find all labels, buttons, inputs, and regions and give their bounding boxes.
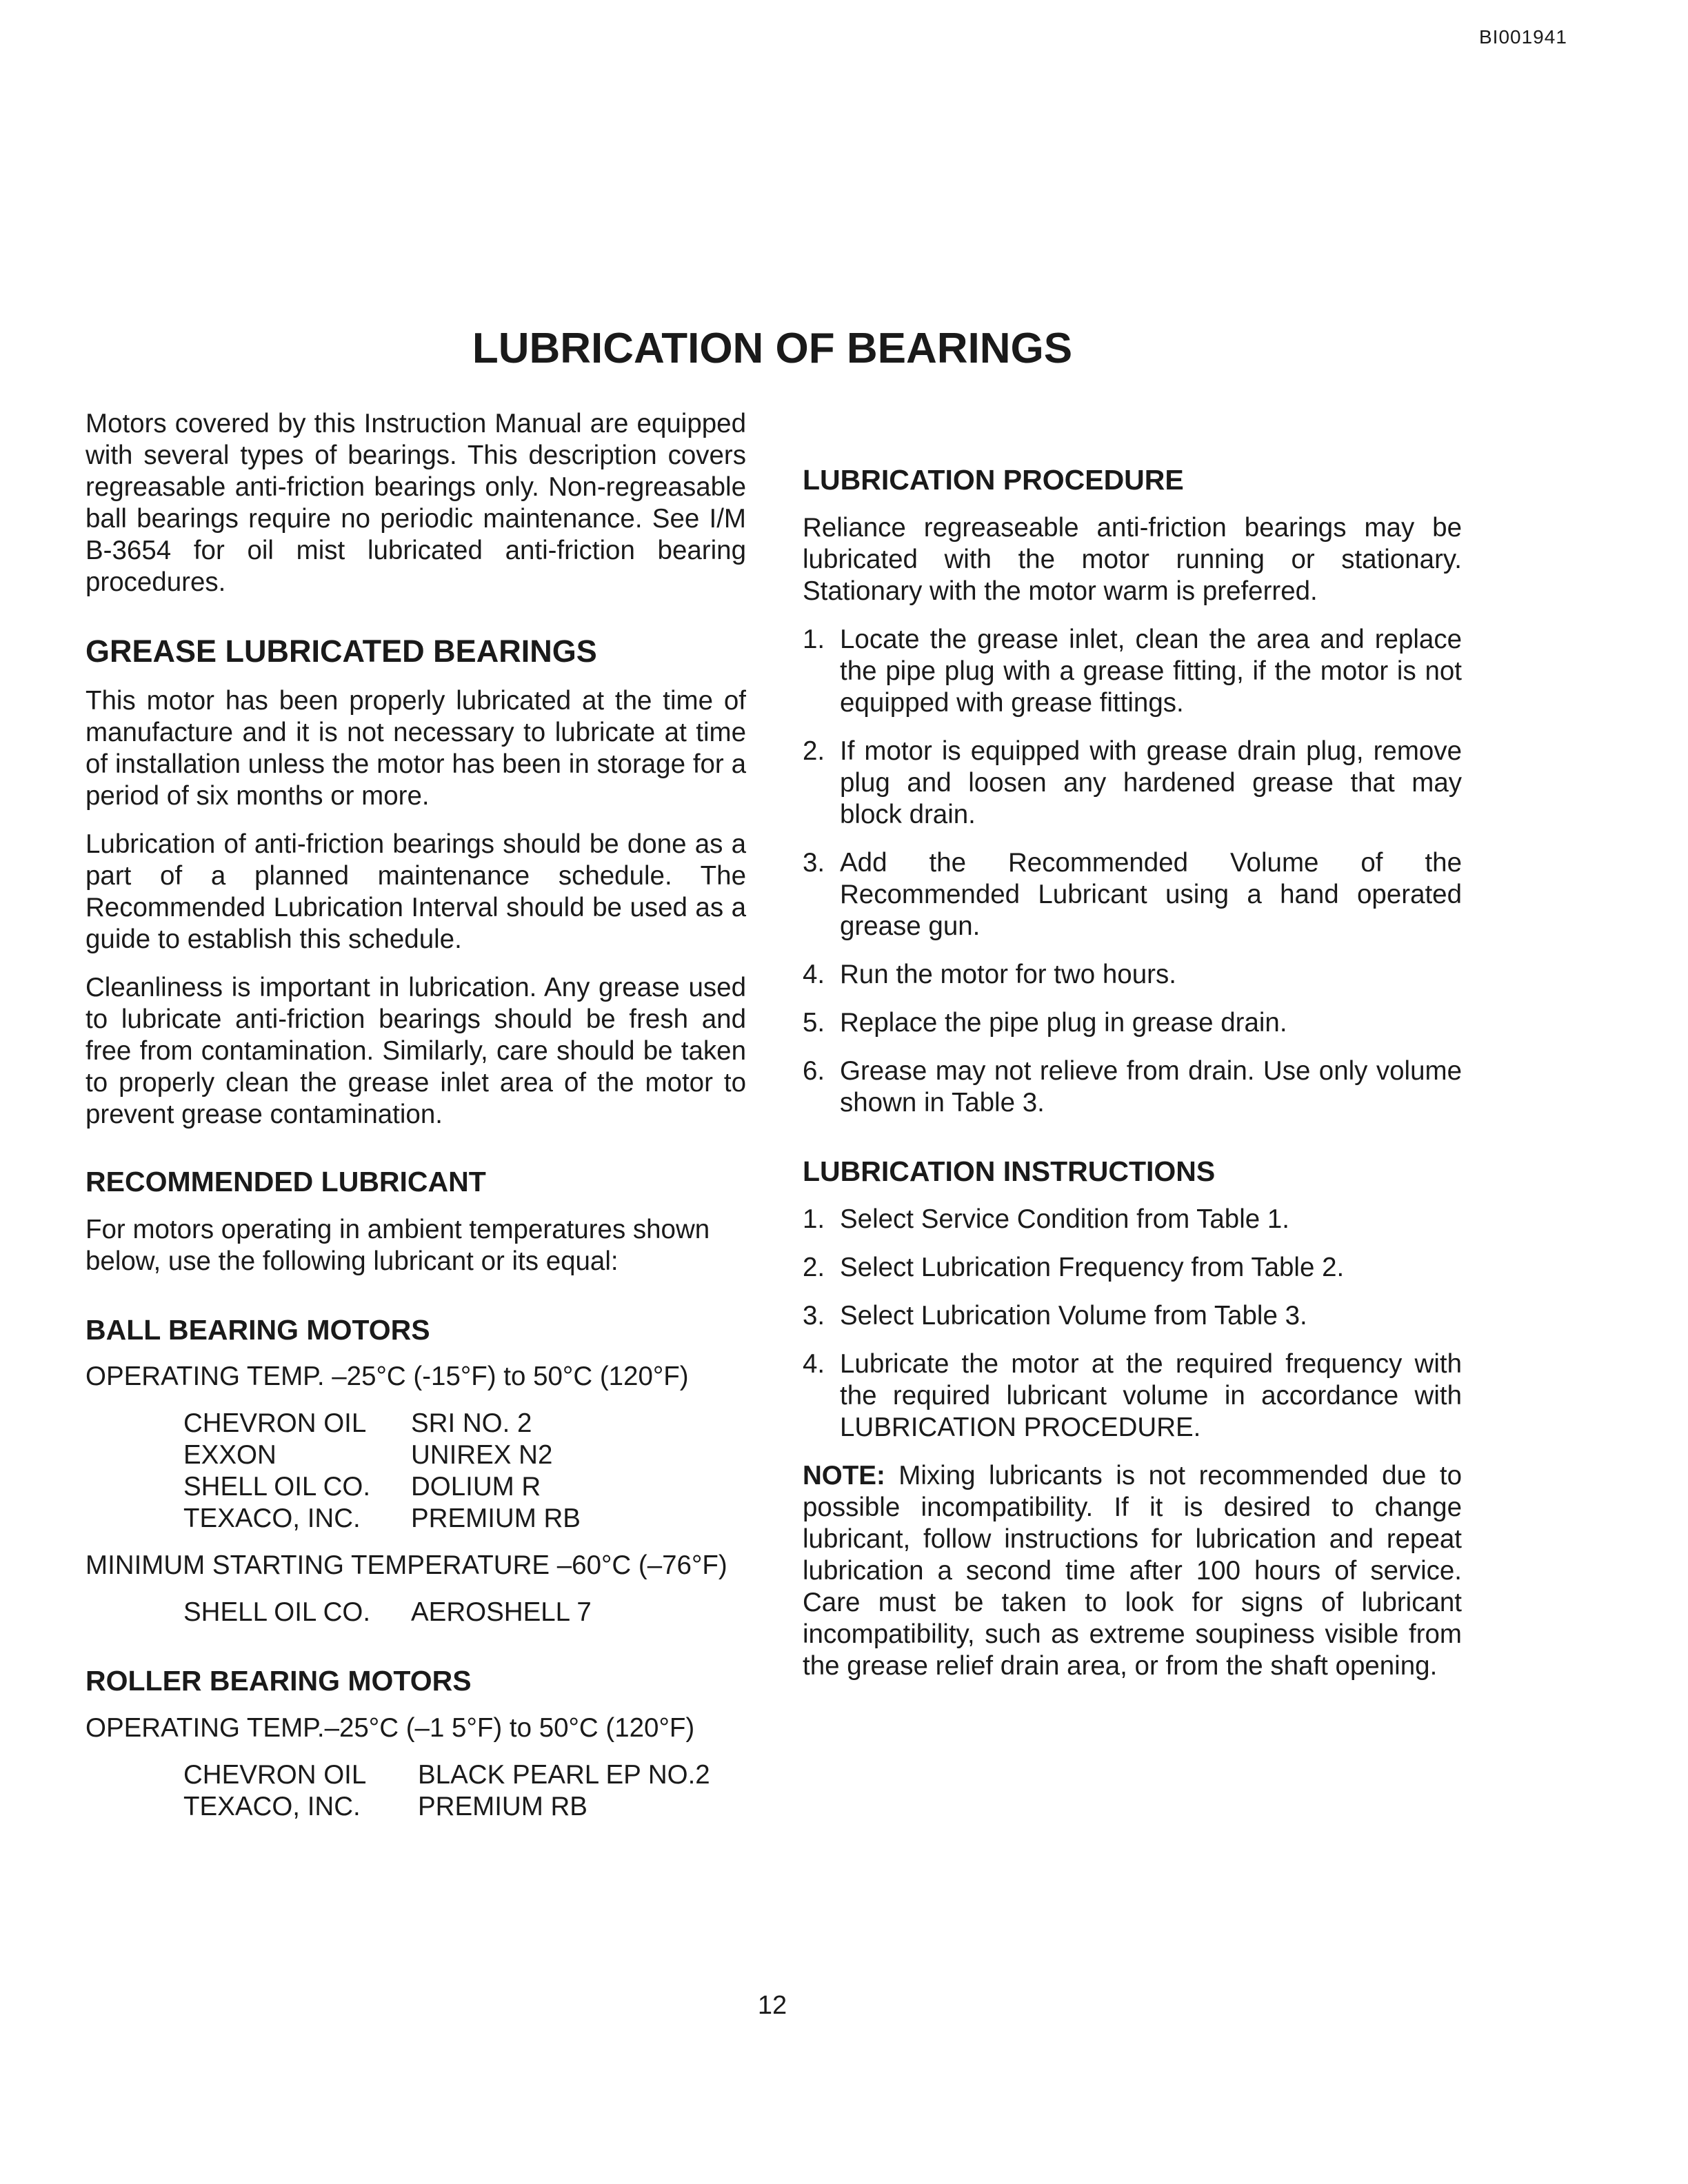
product-company: CHEVRON OIL bbox=[183, 1408, 367, 1439]
step-number: 6. bbox=[803, 1056, 825, 1086]
product-name: PREMIUM RB bbox=[418, 1791, 587, 1821]
product-company: CHEVRON OIL bbox=[183, 1759, 367, 1790]
grease-paragraph-3: Cleanliness is important in lubrication. Any grease used to lubricate anti-friction bearings should be fresh and free from contamination. Similarly, care should be taken to properly clean the grease inlet area of the motor to prevent grease contamination. bbox=[86, 973, 746, 1129]
list-item bbox=[803, 1204, 1462, 1235]
step-text: Grease may not relieve from drain. Use only volume shown in Table 3. bbox=[840, 1056, 1462, 1118]
min-temp-products-table bbox=[183, 1597, 746, 1628]
list-item bbox=[803, 847, 1462, 942]
list-item bbox=[803, 1348, 1462, 1444]
step-text: Add the Recommended Volume of the Recommended Lubricant using a hand operated grease gun. bbox=[840, 848, 1462, 942]
step-number: 4. bbox=[803, 1349, 825, 1379]
roller-operating-temp: OPERATING TEMP.–25°C (–1 5°F) to 50°C (120°F) bbox=[86, 1712, 695, 1743]
list-item bbox=[803, 736, 1462, 831]
step-text: Select Lubrication Volume from Table 3. bbox=[840, 1301, 1307, 1331]
product-name: PREMIUM RB bbox=[411, 1504, 581, 1534]
step-text: Run the motor for two hours. bbox=[840, 960, 1176, 990]
product-company: EXXON bbox=[183, 1440, 277, 1470]
ball-bearing-motors-heading: BALL BEARING MOTORS bbox=[86, 1314, 430, 1346]
step-text: Locate the grease inlet, clean the area and replace the pipe plug with a grease fitting, if the motor is not equipped with grease fittings. bbox=[840, 625, 1462, 718]
product-name: DOLIUM R bbox=[411, 1472, 541, 1502]
left-column bbox=[86, 408, 746, 1823]
product-name: UNIREX N2 bbox=[411, 1440, 553, 1470]
step-number: 2. bbox=[803, 1253, 825, 1283]
list-item bbox=[803, 1252, 1462, 1284]
step-number: 3. bbox=[803, 1301, 825, 1331]
page-title: LUBRICATION OF BEARINGS bbox=[472, 325, 1073, 372]
recommended-lubricant-heading: RECOMMENDED LUBRICANT bbox=[86, 1166, 486, 1197]
step-text: Lubricate the motor at the required frequency with the required lubricant volume in accordance with LUBRICATION PROCEDURE. bbox=[840, 1349, 1462, 1443]
list-item bbox=[803, 1300, 1462, 1332]
document-id: BI001941 bbox=[1479, 26, 1567, 48]
lubrication-procedure-heading: LUBRICATION PROCEDURE bbox=[803, 464, 1184, 496]
product-name: SRI NO. 2 bbox=[411, 1408, 532, 1439]
roller-products-table bbox=[183, 1759, 746, 1823]
step-number: 2. bbox=[803, 736, 825, 767]
product-company: SHELL OIL CO. bbox=[183, 1597, 371, 1628]
grease-paragraph-2: Lubrication of anti-friction bearings should be done as a part of a planned maintenance schedule. The Recommended Lubrication Interval should be used as a guide to establish this schedule. bbox=[86, 829, 746, 954]
intro-paragraph: Motors covered by this Instruction Manual are equipped with several types of bearings. This description covers regreasable anti-friction bearings only. Non-regreasable ball bearings require no periodic maintenance. See I/M B-3654 for oil mist lubricated anti-friction bearing procedures. bbox=[86, 409, 746, 597]
step-text: Select Service Condition from Table 1. bbox=[840, 1204, 1289, 1235]
step-number: 1. bbox=[803, 625, 825, 655]
step-text: Replace the pipe plug in grease drain. bbox=[840, 1008, 1287, 1038]
product-company: TEXACO, INC. bbox=[183, 1504, 361, 1534]
instruction-steps-list bbox=[803, 1204, 1462, 1444]
roller-bearing-motors-heading: ROLLER BEARING MOTORS bbox=[86, 1665, 472, 1697]
step-number: 1. bbox=[803, 1204, 825, 1235]
ball-products-table bbox=[183, 1408, 746, 1535]
procedure-steps-list bbox=[803, 624, 1462, 1119]
grease-lubricated-bearings-heading: GREASE LUBRICATED BEARINGS bbox=[86, 634, 597, 669]
list-item bbox=[803, 1007, 1462, 1039]
note-text: Mixing lubricants is not recommended due to possible incompatibility. If it is desired to change lubricant, follow instructions for lubrication and repeat lubrication a second time after 100 hours of service. Care must be taken to look for signs of lubricant incompatibility, such as extreme soupiness visible from the grease relief drain area, or from the shaft opening. bbox=[803, 1461, 1463, 1681]
step-number: 4. bbox=[803, 960, 825, 990]
step-text: If motor is equipped with grease drain plug, remove plug and loosen any hardened grease that may block drain. bbox=[840, 736, 1462, 830]
list-item bbox=[803, 624, 1462, 719]
step-number: 5. bbox=[803, 1008, 825, 1038]
recommended-lubricant-text: For motors operating in ambient temperatures shown below, use the following lubricant or its equal: bbox=[86, 1215, 710, 1277]
procedure-intro: Reliance regreaseable anti-friction bearings may be lubricated with the motor running or stationary. Stationary with the motor warm is preferred. bbox=[803, 513, 1462, 607]
page-number: 12 bbox=[757, 1991, 787, 2020]
note-paragraph bbox=[803, 1460, 1462, 1682]
step-number: 3. bbox=[803, 848, 825, 878]
product-name: AEROSHELL 7 bbox=[411, 1597, 592, 1628]
step-text: Select Lubrication Frequency from Table 2. bbox=[840, 1253, 1345, 1283]
list-item bbox=[803, 959, 1462, 991]
grease-paragraph-1: This motor has been properly lubricated at the time of manufacture and it is not necessary to lubricate at time of installation unless the motor has been in storage for a period of six months or more. bbox=[86, 686, 746, 811]
product-company: TEXACO, INC. bbox=[183, 1791, 361, 1821]
lubrication-instructions-heading: LUBRICATION INSTRUCTIONS bbox=[803, 1155, 1216, 1188]
product-company: SHELL OIL CO. bbox=[183, 1472, 371, 1502]
ball-operating-temp: OPERATING TEMP. –25°C (-15°F) to 50°C (120°F) bbox=[86, 1362, 689, 1392]
minimum-starting-temp: MINIMUM STARTING TEMPERATURE –60°C (–76°F) bbox=[86, 1550, 727, 1581]
right-column bbox=[803, 418, 1462, 1682]
product-name: BLACK PEARL EP NO.2 bbox=[418, 1759, 710, 1790]
note-label: NOTE: bbox=[803, 1461, 885, 1491]
list-item bbox=[803, 1055, 1462, 1119]
